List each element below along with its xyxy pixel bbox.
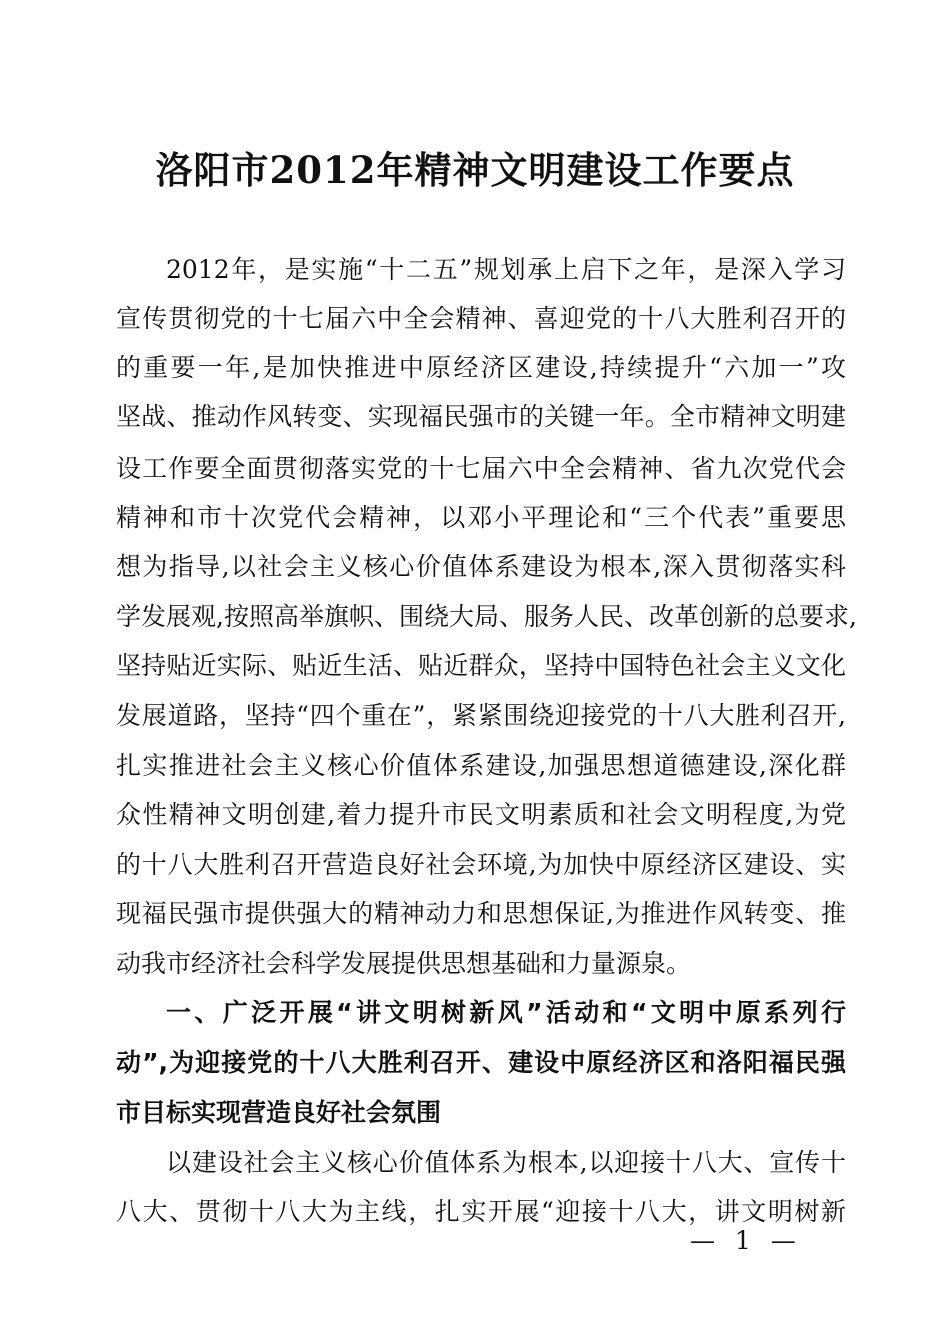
paragraph-1-line: 2012年，是实施“十二五”规划承上启下之年，是深入学习 [166, 255, 846, 284]
paragraph-1-line: 想为指导,以社会主义核心价值体系建设为根本,深入贯彻落实科 [116, 552, 846, 581]
paragraph-1-line: 众性精神文明创建,着力提升市民文明素质和社会文明程度,为党 [116, 800, 846, 829]
paragraph-1-line: 现福民强市提供强大的精神动力和思想保证,为推进作风转变、推 [116, 899, 846, 928]
page-number: — 1 — [690, 1226, 802, 1255]
paragraph-1-line: 宣传贯彻党的十七届六中全会精神、喜迎党的十八大胜利召开的 [116, 304, 846, 333]
paragraph-2-line: 以建设社会主义核心价值体系为根本,以迎接十八大、宣传十 [166, 1148, 846, 1177]
paragraph-1-line: 发展道路，坚持“四个重在”，紧紧围绕迎接党的十八大胜利召开, [116, 701, 846, 730]
section-heading-line: 一、广泛开展“讲文明树新风”活动和“文明中原系列行 [166, 998, 846, 1027]
paragraph-1-line: 动我市经济社会科学发展提供思想基础和力量源泉。 [116, 949, 692, 978]
paragraph-2-line: 八大、贯彻十八大为主线，扎实开展“迎接十八大，讲文明树新 [116, 1197, 846, 1226]
paragraph-1-line: 精神和市十次党代会精神，以邓小平理论和“三个代表”重要思 [116, 503, 846, 532]
paragraph-1-line: 坚战、推动作风转变、实现福民强市的关键一年。全市精神文明建 [116, 402, 846, 431]
paragraph-1-line: 的十八大胜利召开营造良好社会环境,为加快中原经济区建设、实 [116, 850, 846, 879]
section-heading-line: 市目标实现营造良好社会氛围 [116, 1098, 442, 1127]
document-title: 洛阳市2012年精神文明建设工作要点 [155, 148, 795, 192]
paragraph-1-line: 的重要一年,是加快推进中原经济区建设,持续提升“六加一”攻 [116, 353, 846, 382]
paragraph-1-line: 扎实推进社会主义核心价值体系建设,加强思想道德建设,深化群 [116, 751, 846, 780]
section-heading-line: 动”,为迎接党的十八大胜利召开、建设中原经济区和洛阳福民强 [116, 1048, 846, 1077]
paragraph-1-line: 学发展观,按照高举旗帜、围绕大局、服务人民、改革创新的总要求, [116, 602, 857, 631]
paragraph-1-line: 设工作要全面贯彻落实党的十七届六中全会精神、省九次党代会 [116, 454, 846, 483]
paragraph-1-line: 坚持贴近实际、贴近生活、贴近群众，坚持中国特色社会主义文化 [116, 651, 846, 680]
